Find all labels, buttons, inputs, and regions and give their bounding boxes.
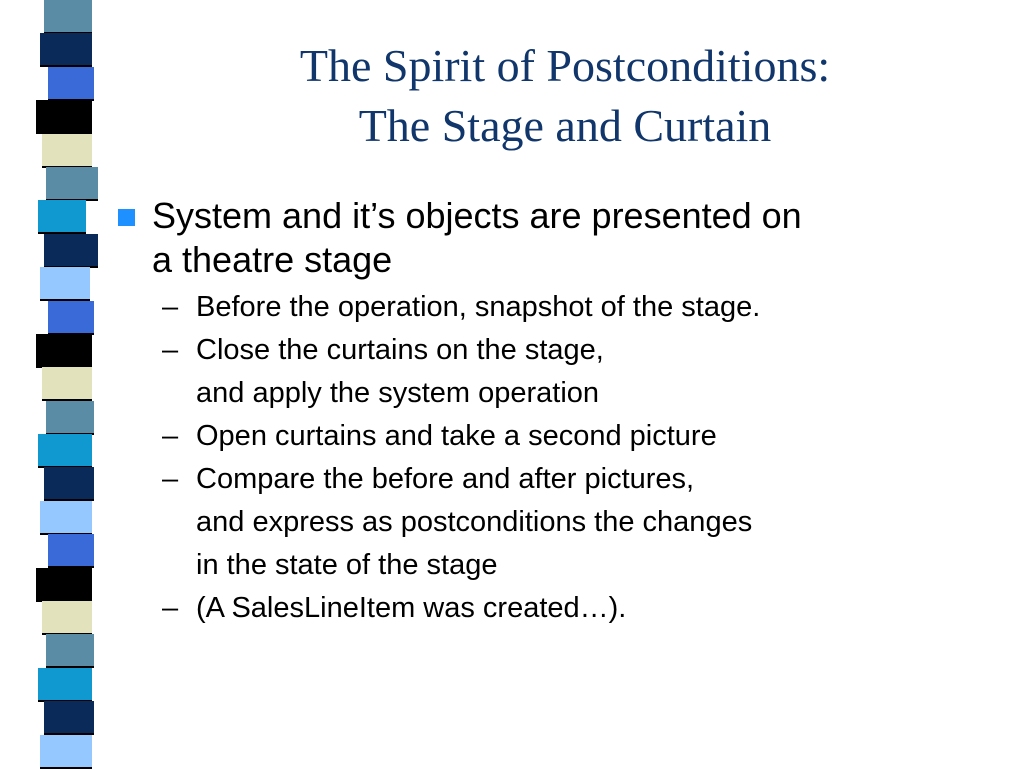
sub-bullet-line: in the state of the stage xyxy=(196,549,498,581)
sub-bullet-4 xyxy=(114,458,1014,587)
dash-icon: – xyxy=(162,420,179,452)
slide-body xyxy=(114,194,1014,630)
dash-icon: – xyxy=(162,291,179,323)
sub-bullet-5 xyxy=(114,587,1014,630)
stripe-block xyxy=(36,334,92,368)
stripe-block xyxy=(40,501,92,535)
stripe-block xyxy=(40,735,92,769)
stripe-block xyxy=(48,534,94,568)
main-bullet-line-1: System and it’s objects are presented on xyxy=(152,195,802,236)
stripe-block xyxy=(42,134,92,168)
dash-icon: – xyxy=(162,334,179,366)
stripe-block xyxy=(42,601,92,635)
stripe-block xyxy=(44,234,98,268)
sub-bullet-line: and express as postconditions the changes xyxy=(196,506,753,538)
stripe-block xyxy=(44,467,94,501)
sub-bullet-line: Compare the before and after pictures, xyxy=(196,463,695,495)
sub-bullet-list xyxy=(114,286,1014,630)
dash-icon: – xyxy=(162,592,179,624)
main-bullet-line-2: a theatre stage xyxy=(152,239,393,280)
stripe-block xyxy=(48,67,94,101)
sub-bullet-2 xyxy=(114,329,1014,415)
stripe-block xyxy=(40,267,90,301)
stripe-block xyxy=(40,33,92,67)
square-bullet-icon xyxy=(118,209,135,226)
stripe-block xyxy=(38,668,92,702)
sub-bullet-line: (A SalesLineItem was created…). xyxy=(196,592,627,624)
sub-bullet-line: and apply the system operation xyxy=(196,377,600,409)
title-line-2: The Stage and Curtain xyxy=(358,100,772,151)
stripe-block xyxy=(48,301,94,335)
slide-title xyxy=(160,36,970,156)
sub-bullet-3 xyxy=(114,415,1014,458)
stripe-block xyxy=(36,568,92,602)
stripe-block xyxy=(46,167,98,201)
stripe-block xyxy=(44,0,92,34)
stripe-block xyxy=(44,701,94,735)
sub-bullet-line: Close the curtains on the stage, xyxy=(196,334,604,366)
stripe-block xyxy=(46,634,94,668)
decorative-stripe xyxy=(0,0,120,768)
sub-bullet-1 xyxy=(114,286,1014,329)
main-bullet xyxy=(114,194,1014,282)
stripe-block xyxy=(42,367,92,401)
dash-icon: – xyxy=(162,463,179,495)
stripe-block xyxy=(38,200,86,234)
sub-bullet-line: Before the operation, snapshot of the stage. xyxy=(196,291,761,323)
stripe-block xyxy=(36,100,92,134)
stripe-block xyxy=(38,434,92,468)
stripe-block xyxy=(46,401,94,435)
title-line-1: The Spirit of Postconditions: xyxy=(299,40,831,91)
sub-bullet-line: Open curtains and take a second picture xyxy=(196,420,717,452)
